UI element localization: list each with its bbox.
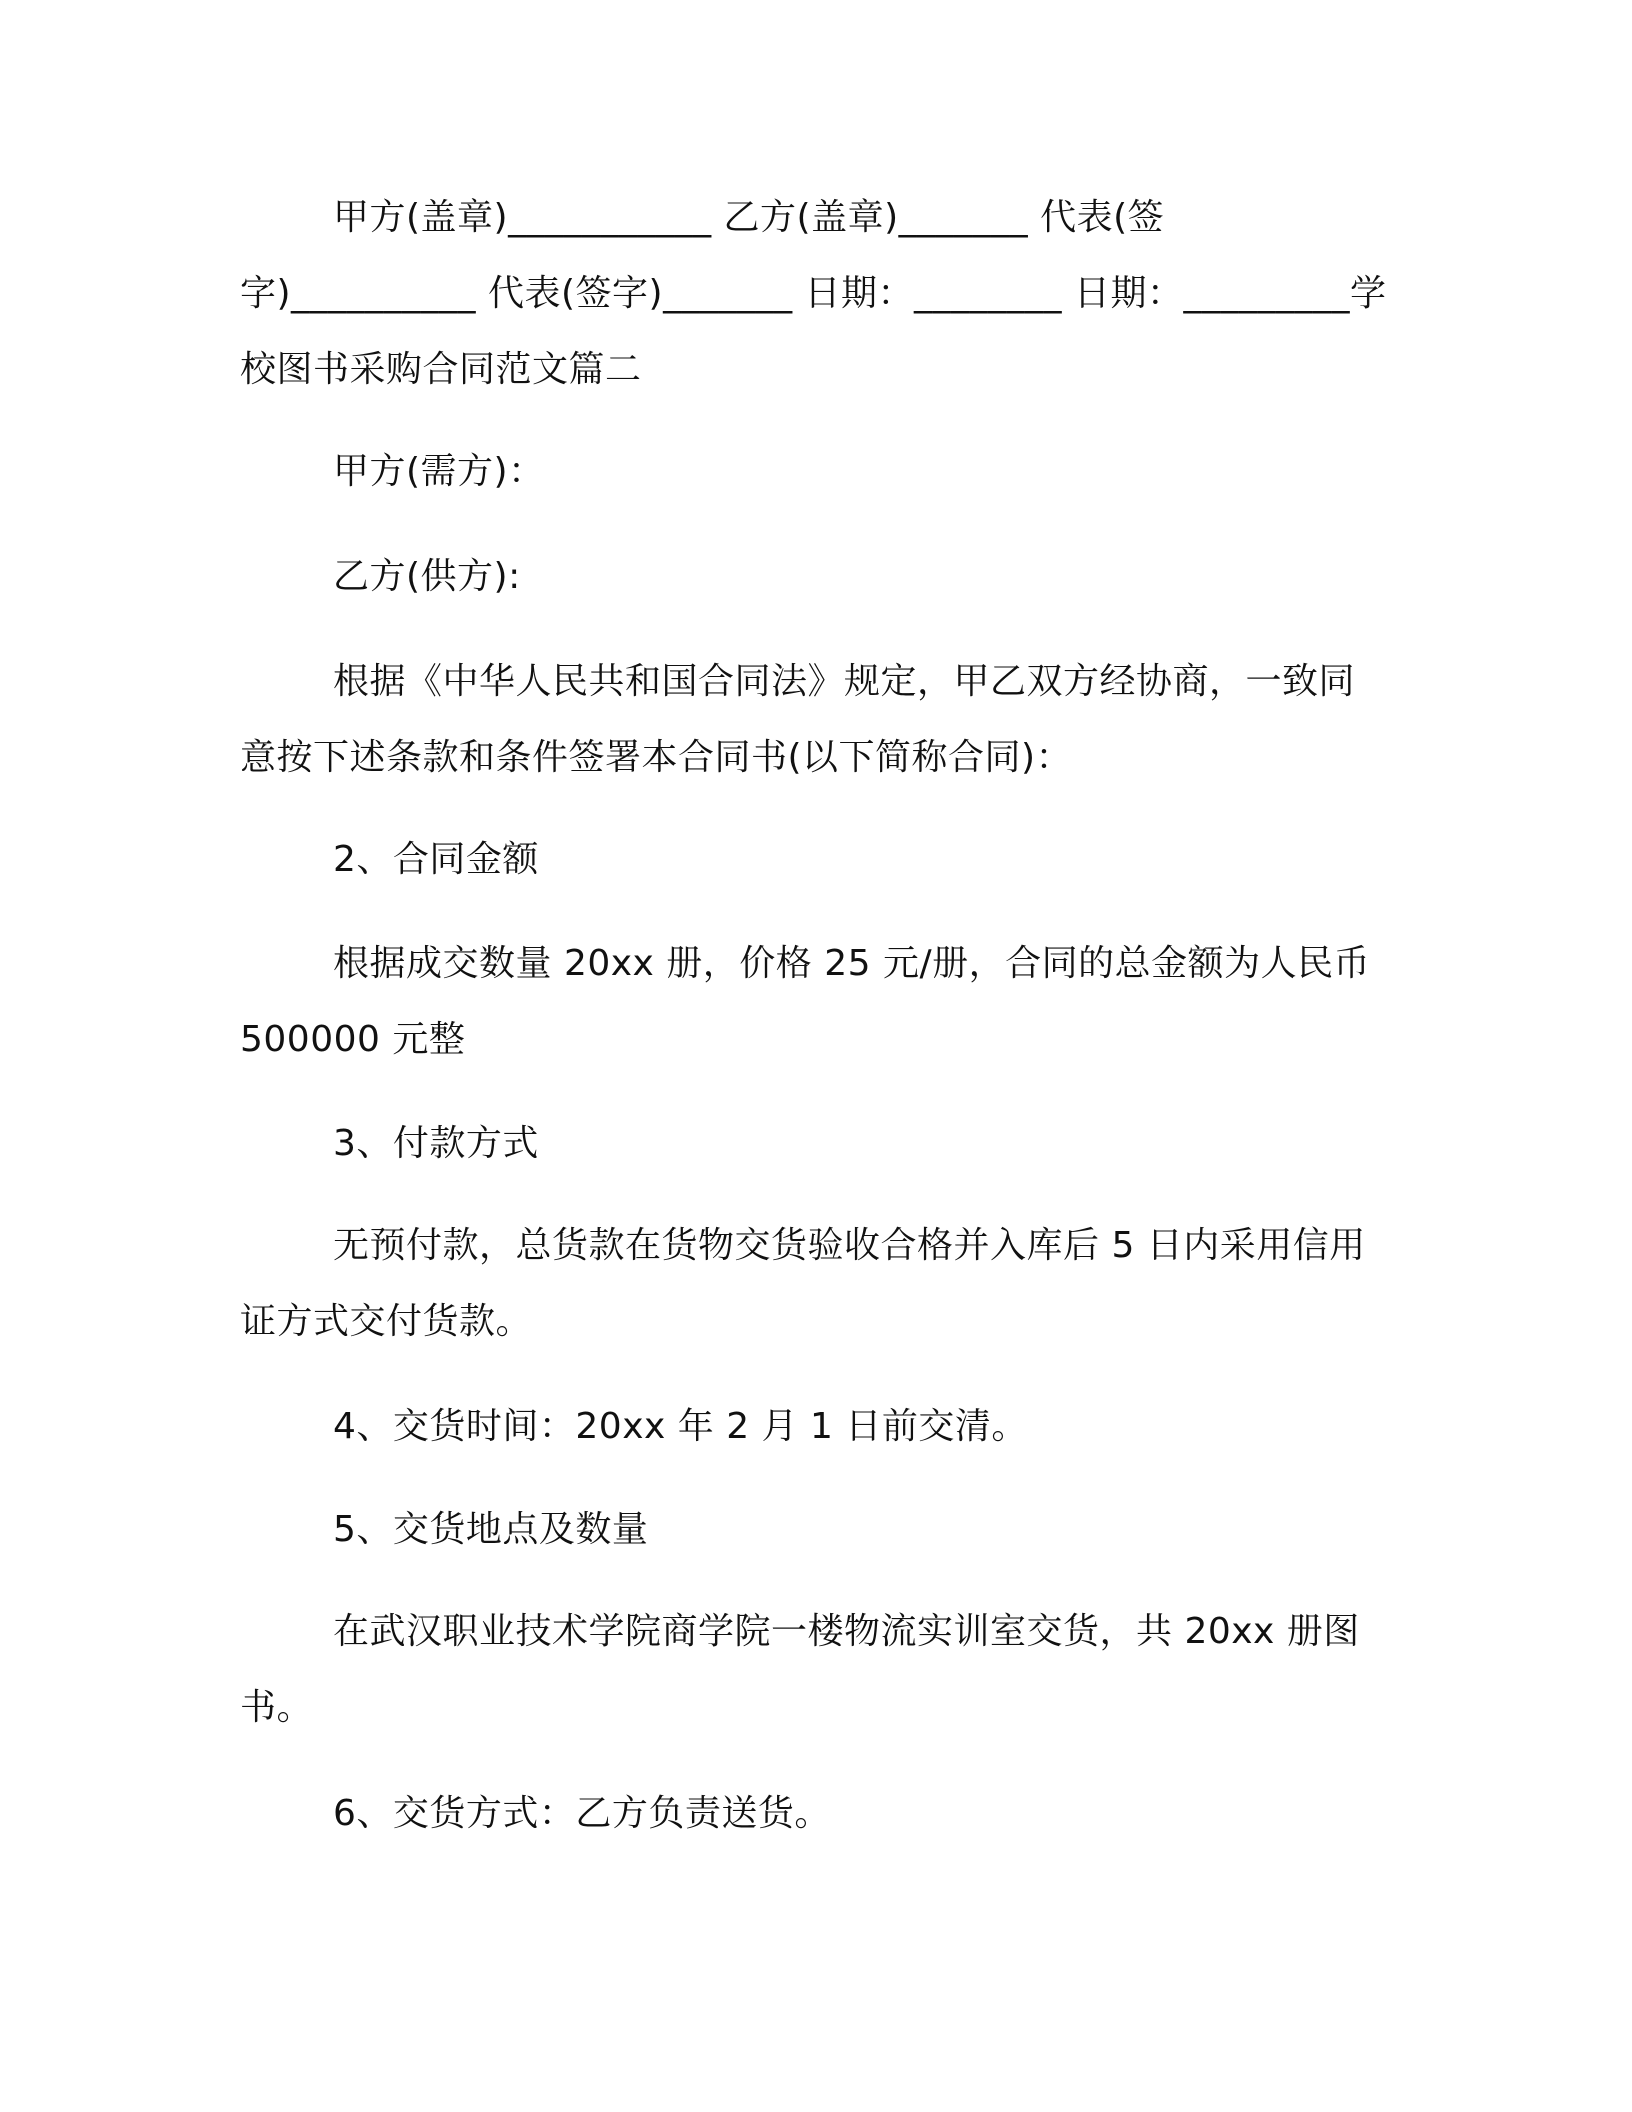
clause-5-text-line-2: 书。	[240, 1687, 314, 1728]
clause-3-heading: 3、付款方式	[333, 1123, 539, 1164]
signature-line-1: 甲方(盖章)___________ 乙方(盖章)_______ 代表(签	[333, 197, 1165, 238]
clause-3-text-line-1: 无预付款，总货款在货物交货验收合格并入库后 5 日内采用信用	[333, 1225, 1366, 1266]
party-a-line: 甲方(需方)：	[333, 451, 545, 492]
clause-6-line: 6、交货方式：乙方负责送货。	[333, 1793, 831, 1834]
party-b-line: 乙方(供方):	[333, 556, 521, 597]
clause-2-heading: 2、合同金额	[333, 839, 539, 880]
clause-5-text-line-1: 在武汉职业技术学院商学院一楼物流实训室交货，共 20xx 册图	[333, 1611, 1360, 1652]
section-title: 校图书采购合同范文篇二	[240, 349, 642, 390]
intro-paragraph-line-2: 意按下述条款和条件签署本合同书(以下简称合同)：	[240, 737, 1073, 778]
signature-line-2: 字)__________ 代表(签字)_______ 日期：________ 日期：_________学	[240, 273, 1387, 314]
clause-2-text-line-2: 500000 元整	[240, 1019, 466, 1060]
clause-5-heading: 5、交货地点及数量	[333, 1509, 649, 1550]
clause-2-text-line-1: 根据成交数量 20xx 册，价格 25 元/册，合同的总金额为人民币	[333, 943, 1371, 984]
clause-4-line: 4、交货时间：20xx 年 2 月 1 日前交清。	[333, 1406, 1028, 1447]
clause-3-text-line-2: 证方式交付货款。	[240, 1301, 533, 1342]
intro-paragraph-line-1: 根据《中华人民共和国合同法》规定，甲乙双方经协商，一致同	[333, 661, 1356, 702]
